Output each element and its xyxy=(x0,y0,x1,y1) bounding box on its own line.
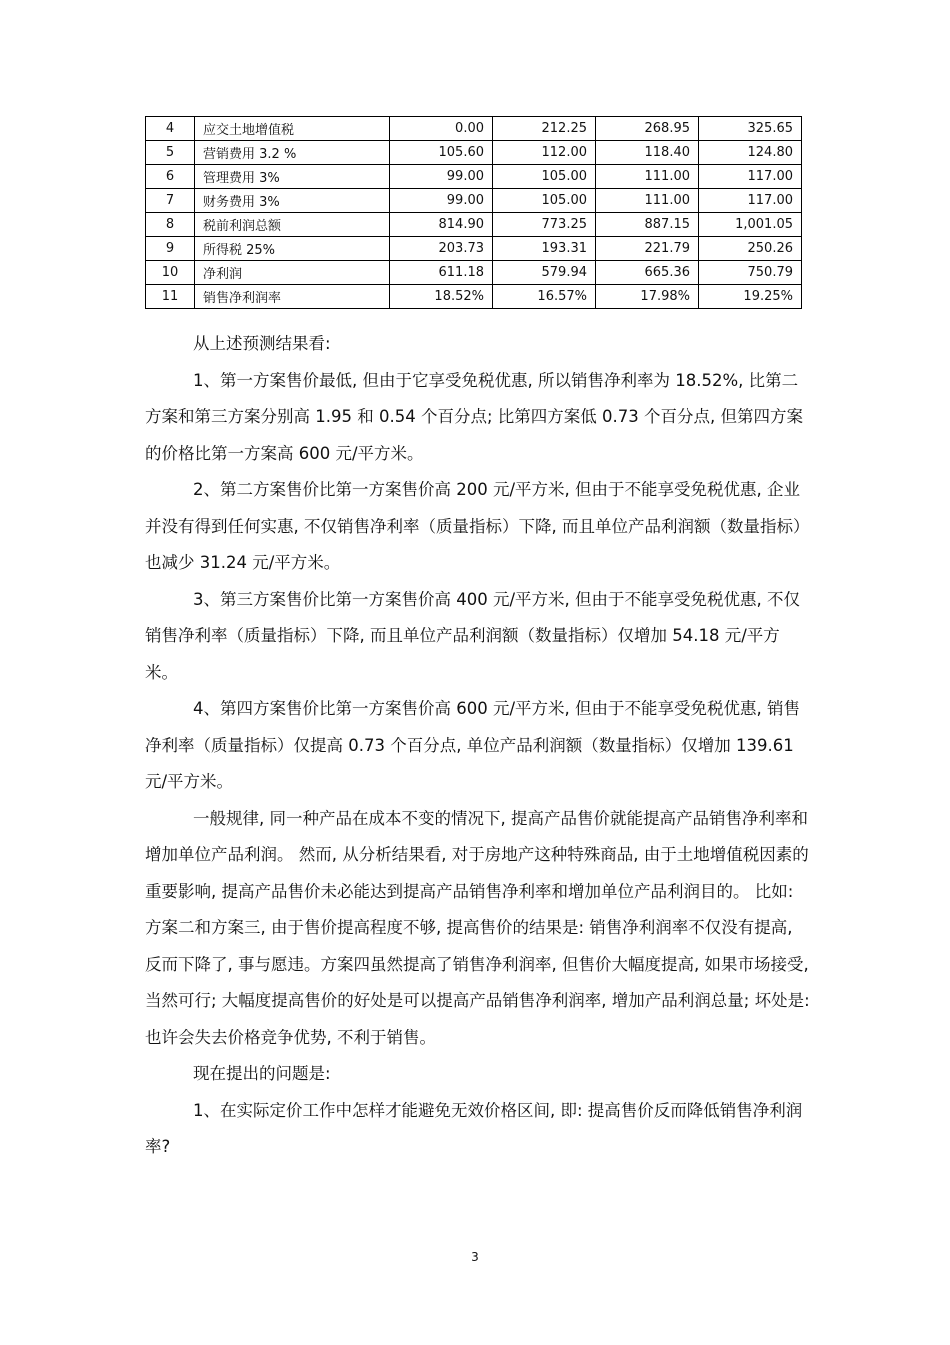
value-plan-4: 117.00 xyxy=(699,189,802,213)
value-plan-1: 105.60 xyxy=(390,141,493,165)
value-plan-1: 18.52% xyxy=(390,285,493,309)
table-row xyxy=(146,117,802,141)
value-plan-1: 99.00 xyxy=(390,165,493,189)
row-number: 11 xyxy=(146,285,195,309)
row-number: 8 xyxy=(146,213,195,237)
value-plan-2: 112.00 xyxy=(493,141,596,165)
row-item: 应交土地增值税 xyxy=(195,117,390,141)
row-item: 净利润 xyxy=(195,261,390,285)
forecast-table xyxy=(145,116,802,309)
row-number: 6 xyxy=(146,165,195,189)
row-number: 5 xyxy=(146,141,195,165)
value-plan-2: 105.00 xyxy=(493,165,596,189)
value-plan-1: 611.18 xyxy=(390,261,493,285)
value-plan-3: 17.98% xyxy=(596,285,699,309)
paragraph: 1、第一方案售价最低, 但由于它享受免税优惠, 所以销售净利率为 18.52%, 比第二方案和第三方案分别高 1.95 和 0.54 个百分点; 比第四方案低 0.73 个百分点, 但第四方案的价格比第一方案高 600 元/平方米。 xyxy=(145,370,803,463)
paragraph: 2、第二方案售价比第一方案售价高 200 元/平方米, 但由于不能享受免税优惠, 企业并没有得到任何实惠, 不仅销售净利率（质量指标）下降, 而且单位产品利润额（数量指标）也减少 31.24 元/平方米。 xyxy=(145,480,810,572)
table-row xyxy=(146,165,802,189)
table-row xyxy=(146,237,802,261)
row-item: 所得税 25% xyxy=(195,237,390,261)
paragraph: 一般规律, 同一种产品在成本不变的情况下, 提高产品售价就能提高产品销售净利率和增加单位产品利润。 然而, 从分析结果看, 对于房地产这种特殊商品, 由于土地增值税因素的重要影响, 提高产品售价未必能达到提高产品销售净利率和增加单位产品利润目的。 比如: 方案二和方案三, 由于售价提高程度不够, 提高售价的结果是: 销售净利润率不仅没有提高, 反而下降了, 事与愿违。方案四虽然提高了销售净利润率, 但售价大幅度提高, 如果市场接受, 当然可行; 大幅度提高售价的好处是可以提高产品销售净利润率, 增加产品利润总量; 坏处是: 也许会失去价格竞争优势, 不利于销售。 xyxy=(145,808,810,1047)
value-plan-3: 268.95 xyxy=(596,117,699,141)
value-plan-2: 193.31 xyxy=(493,237,596,261)
value-plan-3: 665.36 xyxy=(596,261,699,285)
row-item: 管理费用 3% xyxy=(195,165,390,189)
row-item: 税前利润总额 xyxy=(195,213,390,237)
value-plan-4: 250.26 xyxy=(699,237,802,261)
value-plan-3: 887.15 xyxy=(596,213,699,237)
body-text xyxy=(145,326,810,1166)
value-plan-3: 111.00 xyxy=(596,165,699,189)
table-row xyxy=(146,189,802,213)
table-row xyxy=(146,141,802,165)
value-plan-2: 212.25 xyxy=(493,117,596,141)
paragraph: 1、在实际定价工作中怎样才能避免无效价格区间, 即: 提高售价反而降低销售净利润率? xyxy=(145,1100,803,1156)
row-number: 10 xyxy=(146,261,195,285)
paragraph: 4、第四方案售价比第一方案售价高 600 元/平方米, 但由于不能享受免税优惠, 销售净利率（质量指标）仅提高 0.73 个百分点, 单位产品利润额（数量指标）仅增加 139.61 元/平方米。 xyxy=(145,699,801,791)
value-plan-3: 111.00 xyxy=(596,189,699,213)
value-plan-1: 814.90 xyxy=(390,213,493,237)
table-row xyxy=(146,285,802,309)
paragraph: 现在提出的问题是: xyxy=(193,1064,331,1083)
value-plan-2: 16.57% xyxy=(493,285,596,309)
value-plan-3: 118.40 xyxy=(596,141,699,165)
row-number: 4 xyxy=(146,117,195,141)
paragraph: 从上述预测结果看: xyxy=(193,334,331,353)
row-number: 9 xyxy=(146,237,195,261)
value-plan-1: 0.00 xyxy=(390,117,493,141)
row-number: 7 xyxy=(146,189,195,213)
table-row xyxy=(146,261,802,285)
value-plan-1: 203.73 xyxy=(390,237,493,261)
row-item: 销售净利润率 xyxy=(195,285,390,309)
page-number: 3 xyxy=(471,1250,479,1264)
paragraph: 3、第三方案售价比第一方案售价高 400 元/平方米, 但由于不能享受免税优惠, 不仅销售净利率（质量指标）下降, 而且单位产品利润额（数量指标）仅增加 54.18 元/平方米。 xyxy=(145,589,801,682)
value-plan-4: 124.80 xyxy=(699,141,802,165)
row-item: 财务费用 3% xyxy=(195,189,390,213)
value-plan-4: 325.65 xyxy=(699,117,802,141)
value-plan-2: 773.25 xyxy=(493,213,596,237)
value-plan-1: 99.00 xyxy=(390,189,493,213)
value-plan-2: 579.94 xyxy=(493,261,596,285)
table-row xyxy=(146,213,802,237)
value-plan-4: 1,001.05 xyxy=(699,213,802,237)
value-plan-3: 221.79 xyxy=(596,237,699,261)
value-plan-4: 117.00 xyxy=(699,165,802,189)
row-item: 营销费用 3.2 % xyxy=(195,141,390,165)
value-plan-4: 750.79 xyxy=(699,261,802,285)
value-plan-2: 105.00 xyxy=(493,189,596,213)
value-plan-4: 19.25% xyxy=(699,285,802,309)
